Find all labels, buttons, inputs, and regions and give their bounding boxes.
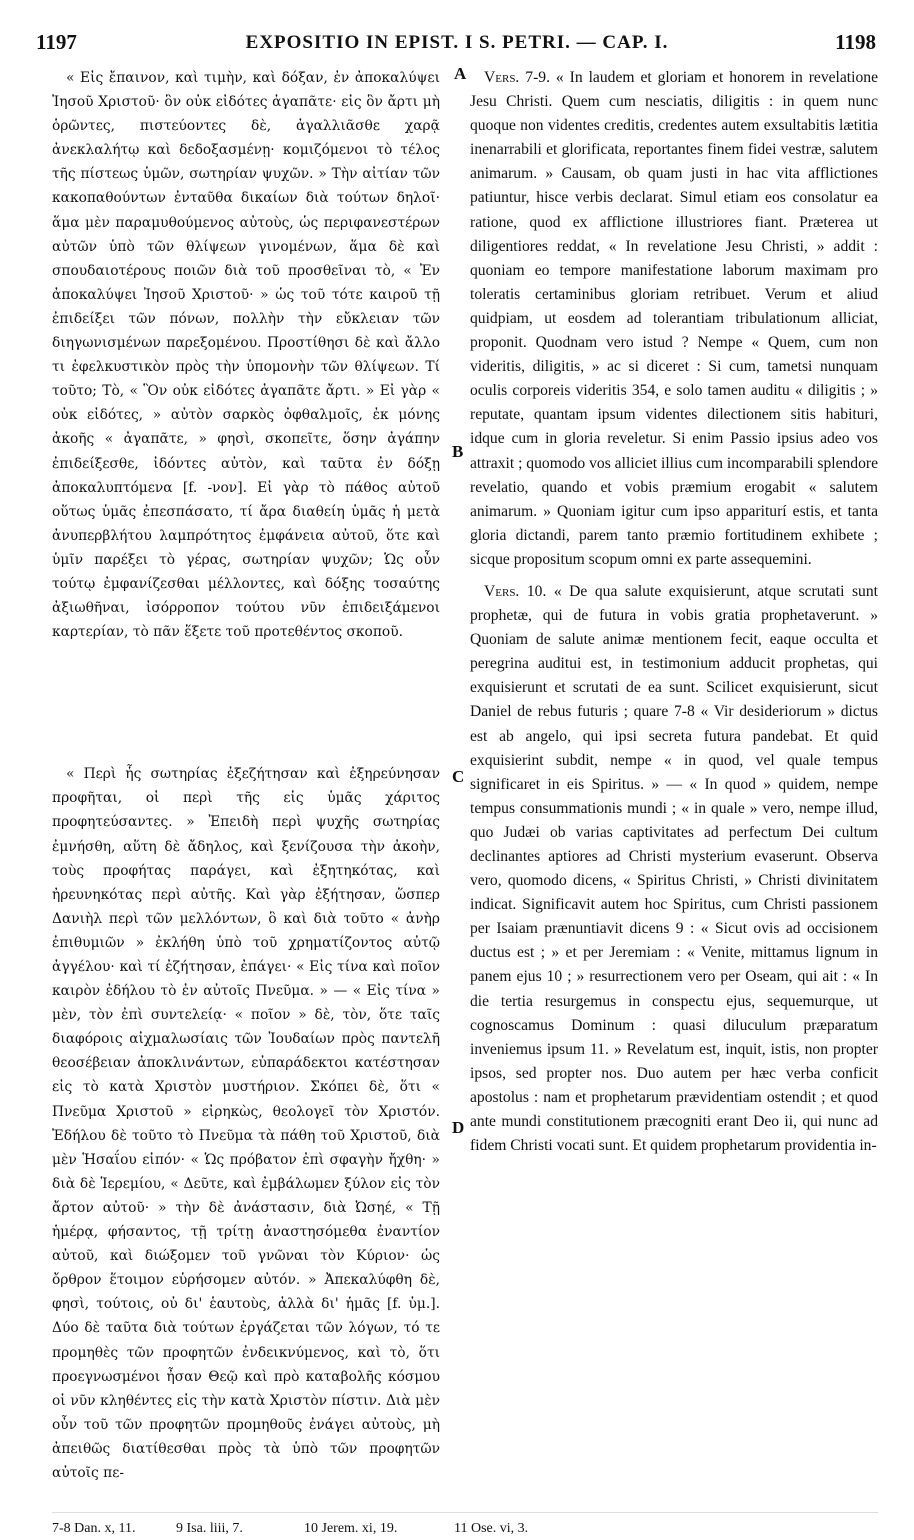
footnote: 11 Ose. vi, 3. — [454, 1521, 529, 1536]
latin-column — [470, 66, 878, 1158]
verse-label: Vers. 7-9. — [484, 69, 550, 86]
latin-paragraph-2-text: « De qua salute exquisierunt, atque scrutati sunt prophetæ, qui de futura in vobis gratia prophetaverunt. » Quoniam de salute animæ mentionem fecit, eaque occulta et peregrina auditui est, in testimonium adducit prophetas, qui exquisierunt et scrutati de ea sunt. Scilicet exquisierunt, sicut Daniel de rebus futuris ; quare 7-8 « Vir desideriorum » dictus est ab angelo, qui ipsi secreta futura pandebat. Et quid exquisierint subdit, nempe « in quod, vel quale tempus significaret in eis Spiritus. » — « In quod » quidem, nempe tempus consummationis mundi ; « in quale » vero, nempe illud, quo Judæi ob varias captivitates ad perfectum Dei cultum declinantes aptiores ad Christi mysterium evaserunt. Observa vero, quomodo dicens, « Spiritus Christi, » Christi divinitatem indicat. Significavit autem hoc Spiritus, cum Christi passionem per Isaiam prænuntiavit dicens 9 : « Sicut ovis ad occisionem ductus est ; » et per Jeremiam : « Venite, mittamus lignum in panem ejus 10 ; » resurrectionem vero per Oseam, qui ait : « In die tertia resurgemus in conspectu ejus, sequemurque, ut cognoscamus Dominum : quasi diluculum præparatum inveniemus ipsum 11. » Revelatum est, inquit, istis, non propter ipsos, sed propter nos. Duo autem per hæc verba conficit apostolus : nam et prophetarum prævidentiam ostendit ; et quod ante mundi constitutionem præcogniti erant Deo ii, qui nunc ad fidem Christi vocati sunt. Et quidem prophetarum providentia in- — [470, 582, 878, 1155]
footnote-divider — [52, 1512, 878, 1513]
footnote: 7-8 Dan. x, 11. — [52, 1521, 136, 1536]
running-header — [30, 30, 884, 60]
footnote: 10 Jerem. xi, 19. — [304, 1521, 398, 1536]
greek-paragraph-1: « Εἰς ἔπαινον, καὶ τιμὴν, καὶ δόξαν, ἐν ἀποκαλύψει Ἰησοῦ Χριστοῦ· ὃν οὐκ εἰδότες ἀγαπᾶτε· εἰς ὃν ἄρτι μὴ ὁρῶντες, πιστεύοντες δὲ, ἀγαλλιᾶσθε χαρᾷ ἀνεκλαλήτῳ καὶ δεδοξασμένῃ· κομιζόμενοι τὸ τέλος τῆς πίστεως ὑμῶν, σωτηρίαν ψυχῶν. » Τὴν αἰτίαν τῶν κακοπαθούντων ἐνταῦθα δικαίων διὰ τούτων δηλοῖ· ἅμα μὲν παραμυθούμενος αὐτοὺς, ὡς περιφανεστέρων αὐτῶν ὑπὸ τῶν θλίψεων γινομένων, ἅμα δὲ καὶ σπουδαιοτέρους ποιῶν διὰ τοῦ προσθεῖναι τὸ, « Ἐν ἀποκαλύψει Ἰησοῦ Χριστοῦ· » ὡς τοῦ τότε καιροῦ τῇ ἐπιδείξει τῶν πόνων, πολλὴν τὴν εὔκλειαν τῶν διηγωνισμένων παρεξομένου. Προστίθησι δὲ καὶ ἄλλο τι ἐφελκυστικὸν πρὸς τὴν ὑπομονὴν τῶν θλίψεων. Τί τοῦτο; Τὸ, « Ὃν οὐκ εἰδότες ἀγαπᾶτε ἄρτι. » Εἰ γὰρ « οὐκ εἰδότες, » αὐτὸν σαρκὸς ὀφθαλμοῖς, ἐκ μόνης ἀκοῆς « ἀγαπᾶτε, » φησὶ, σκοπεῖτε, ὅσην ἀγάπην ἐπιδείξεσθε, ἰδόντες αὐτὸν, καὶ ταῦτα ἐν δόξῃ ἀποκαλυπτόμενα [f. -νον]. Εἰ γὰρ τὸ πάθος αὐτοῦ οὕτως ὑμᾶς ἐπεσπάσατο, τί ἄρα διαθείη ὑμᾶς ἡ μετὰ ἀνυπερβλήτου λαμπρότητος ἐμφάνεια αὐτοῦ, ὅτε καὶ ὑμῖν παρέξει τὸ γέρας, σωτηρίαν ψυχῶν; Ὡς οὖν τούτῳ ἐμφανίζεσθαι μέλλοντες, καὶ δόξης τοσαύτης ἀξιωθῆναι, ἰσόρροπον τούτου νῦν ἐπιδειξάμενοι καρτερίαν, τὸ πᾶν ἕξετε τοῦ προτεθέντος σκοποῦ. — [52, 70, 440, 641]
running-title: EXPOSITIO IN EPIST. I S. PETRI. — CAP. I. — [245, 32, 669, 53]
greek-paragraph-2: « Περὶ ἧς σωτηρίας ἐξεζήτησαν καὶ ἐξηρεύνησαν προφῆται, οἱ περὶ τῆς εἰς ὑμᾶς χάριτος προφητεύσαντες. » Ἐπειδὴ περὶ ψυχῆς σωτηρίας ἐμνήσθη, αὕτη δὲ ἄδηλος, καὶ ξενίζουσα τὴν ἀκοὴν, τοὺς προφήτας παράγει, καὶ ἐξητηκότας, καὶ ἠρευνηκότας περὶ αὐτῆς. Καὶ γὰρ ἐξήτησαν, ὥσπερ Δανιὴλ περὶ τῶν μελλόντων, ὃ καὶ διὰ τοῦτο « ἀνὴρ ἐπιθυμιῶν » ἐκλήθη ὑπὸ τοῦ χρηματίζοντος αὐτῷ ἀγγέλου· καὶ τί ἐζήτησαν, ἐπάγει· « Εἰς τίνα καὶ ποῖον καιρὸν ἐδήλου τὸ ἐν αὐτοῖς Πνεῦμα. » — « Εἰς τίνα » μὲν, τὸν ἐπὶ συντελείᾳ· « ποῖον » δὲ, τὸν, ὅτε ταῖς διαφόροις αἰχμαλωσίαις τῶν Ἰουδαίων πρὸς παντελῆ θεοσέβειαν ἀποκλινάντων, εὐπαράδεκτοι κατέστησαν εἰς τὸ κατὰ Χριστὸν μυστήριον. Σκόπει δὲ, ὅτι « Πνεῦμα Χριστοῦ » εἰρηκὼς, θεολογεῖ τὸν Χριστόν. Ἐδήλου δὲ τοῦτο τὸ Πνεῦμα τὰ πάθη τοῦ Χριστοῦ, διὰ μὲν Ἡσαΐου εἰπόν· « Ὡς πρόβατον ἐπὶ σφαγὴν ἤχθη· » διὰ δὲ Ἱερεμίου, « Δεῦτε, καὶ ἐμβάλωμεν ξύλον εἰς τὸν ἄρτον αὐτοῦ· » τὴν δὲ ἀνάστασιν, διὰ Ὠσηέ, « Τῇ ἡμέρᾳ, φήσαντος, τῇ τρίτῃ ἀναστησόμεθα ἐναντίον αὐτοῦ, καὶ διώξομεν τοῦ γνῶναι τὸν Κύριον· ὡς ὄρθρον ἕτοιμον εὑρήσομεν αὐτόν. » Ἀπεκαλύφθη δὲ, φησὶ, τούτοις, οὐ δι' ἑαυτοὺς, ἀλλὰ δι' ἡμᾶς [f. ὑμ.]. Δύο δὲ ταῦτα διὰ τούτων ἐργάζεται τῶν λόγων, τό τε προμηθὲς τῶν προφητῶν ἐνδεικνύμενος, καὶ τὸ, ὅτι προεγνωσμένοι ἦσαν Θεῷ καὶ πρὸ καταβολῆς κόσμου οἱ νῦν κληθέντες εἰς τὴν κατὰ Χριστὸν πίστιν. Διὰ μὲν οὖν τοῦ τῶν προφητῶν προμηθοῦς ἐνάγει αὐτοὺς, μὴ ἀπειθῶς διατίθεσθαι πρὸς τὰ ὑπὸ τῶν προφητῶν αὐτοῖς πε- — [52, 766, 440, 1481]
page-number-right: 1198 — [835, 30, 876, 54]
verse-label: Vers. 10. — [484, 582, 547, 600]
margin-marker-c: C — [452, 767, 465, 786]
greek-column — [52, 66, 440, 1485]
latin-paragraph-1-text: « In laudem et gloriam et honorem in revelatione Jesu Christi. Quem cum nesciatis, diligitis : in quem nunc quoque non videntes creditis, credentes autem exsultabitis lætitia inenarrabili et glorificata, reportantes finem fidei vestræ, salutem animarum. » Causam, ob quam justi in hac vita afflictiones patiuntur, hisce verbis declarat. Simul etiam eos consolatur ea ratione, quod ex afflictione illustriores fiant. Præterea ut diligentiores reddat, « In revelatione Jesu Christi, » addit : quoniam eo tempore manifestatione laborum maximam pro toleratis certaminibus gloriam retribuet. Verum et aliud quidpiam, ut eosdem ad tolerantiam tribulationum alliciat, proponit. Quodnam vero istud ? Nempe « Quem, cum non videritis, diligitis, » ac si diceret : Si cum, tametsi nunquam oculis corporeis videritis 354, e solo tamen auditu « diligitis ; » reputate, quantam ipsum videntes dilectionem sitis habituri, idque cum in gloria reveletur. Si enim Passio ipsius adeo vos attraxit ; quomodo vos alliciet illius cum incomparabili splendore revelatio, quando et vobis præmium erogabit « salutem animarum. » Quoniam igitur cum ipso appariturí estis, et tanta gloria dictandi, parem tanto præmio fortitudinem exhibete ; sicque propositum scopum omni ex parte assequemini. — [470, 69, 878, 568]
footnote: 9 Isa. liii, 7. — [176, 1521, 243, 1536]
page-number-left: 1197 — [36, 30, 77, 54]
margin-marker-d: D — [452, 1118, 465, 1137]
latin-paragraph-1 — [470, 66, 878, 572]
margin-marker-a: A — [454, 64, 467, 83]
margin-marker-b: B — [452, 442, 464, 461]
latin-paragraph-2 — [470, 580, 878, 1158]
footnotes — [52, 1521, 878, 1539]
